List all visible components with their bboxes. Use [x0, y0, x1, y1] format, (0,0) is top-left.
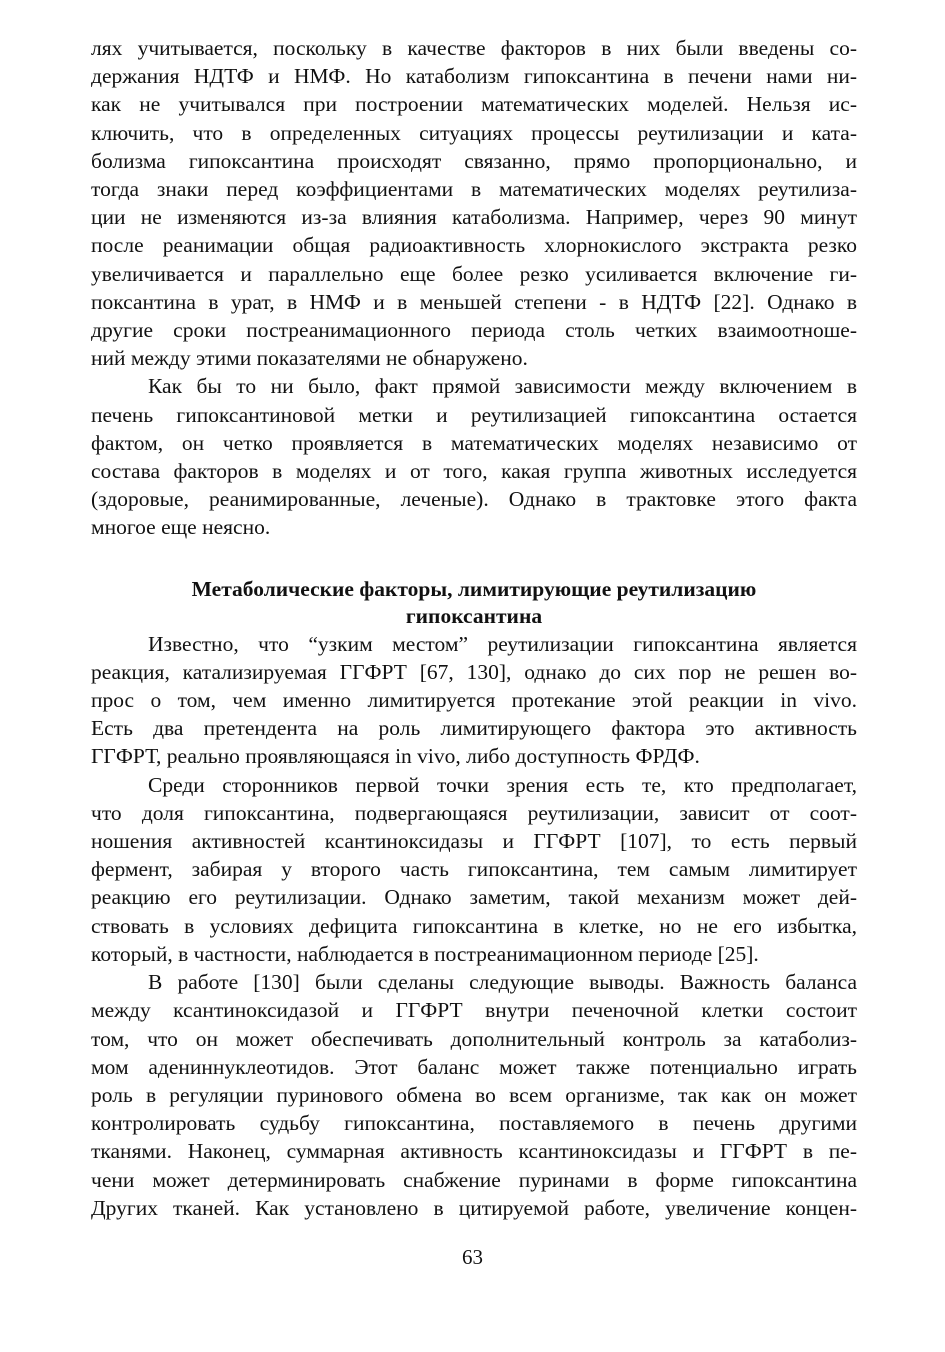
paragraph	[91, 372, 857, 541]
text-line: держания НДТФ и НМФ. Но катаболизм гипоксантина в печени нами ни-	[91, 64, 857, 89]
text-line: мом адениннуклеотидов. Этот баланс может также потенциально играть	[91, 1054, 857, 1079]
text-line: Как бы то ни было, факт прямой зависимости между включением в	[148, 374, 857, 399]
text-line: как не учитывался при построении математических моделей. Нельзя ис-	[91, 92, 857, 117]
text-line: фермент, забирая у второго часть гипоксантина, тем самым лимитирует	[91, 857, 857, 882]
text-line: контролировать судьбу гипоксантина, поставляемого в печень другими	[91, 1111, 857, 1136]
page-body	[91, 34, 857, 1222]
text-line: чени может детерминировать снабжение пуринами в форме гипоксантина	[91, 1167, 857, 1192]
paragraph	[91, 968, 857, 1222]
text-line: ключить, что в определенных ситуациях процессы реутилизации и ката-	[91, 120, 857, 145]
text-line: который, в частности, наблюдается в постреанимационном периоде [25].	[91, 941, 759, 966]
text-line: болизма гипоксантина происходят связанно, прямо пропорционально, и	[91, 148, 857, 173]
text-line: Среди сторонников первой точки зрения есть те, кто предполагает,	[148, 772, 857, 797]
text-line: ношения активностей ксантиноксидазы и ГГФРТ [107], то есть первый	[91, 829, 857, 854]
text-line: реакция, катализируемая ГГФРТ [67, 130], однако до сих пор не решен во-	[91, 659, 857, 684]
text-line: после реанимации общая радиоактивность хлорнокислого экстракта резко	[91, 233, 857, 258]
text-line: прос о том, чем именно лимитируется протекание этой реакции in vivo.	[91, 688, 857, 713]
text-line: что доля гипоксантина, подвергающаяся реутилизации, зависит от соот-	[91, 800, 857, 825]
paragraph	[91, 630, 857, 771]
text-line: том, что он может обеспечивать дополнительный контроль за катаболиз-	[91, 1026, 857, 1051]
paragraph	[91, 34, 857, 372]
text-line: Есть два претендента на роль лимитирующего фактора это активность	[91, 716, 857, 741]
text-line: многое еще неясно.	[91, 515, 271, 540]
paragraph	[91, 771, 857, 968]
text-line: тканями. Наконец, суммарная активность ксантиноксидазы и ГГФРТ в пе-	[91, 1139, 857, 1164]
text-line: реакцию его реутилизации. Однако заметим, такой механизм может дей-	[91, 885, 857, 910]
text-line: состава факторов в моделях и от того, какая группа животных исследуется	[91, 459, 857, 484]
text-line: между ксантиноксидазой и ГГФРТ внутри печеночной клетки состоит	[91, 998, 857, 1023]
text-line: лях учитывается, поскольку в качестве факторов в них были введены со-	[91, 36, 857, 60]
page-number: 63	[462, 1245, 483, 1269]
text-line: увеличивается и параллельно еще более резко усиливается включение ги-	[91, 261, 857, 286]
text-line: другие сроки постреанимационного периода столь четких взаимоотноше-	[91, 318, 857, 343]
text-line: тогда знаки перед коэффициентами в математических моделях реутилиза-	[91, 177, 857, 202]
text-line: роль в регуляции пуринового обмена во всем организме, так как он может	[91, 1082, 857, 1107]
text-line: (здоровые, реанимированные, леченые). Однако в трактовке этого факта	[91, 487, 857, 512]
text-line: ний между этими показателями не обнаружено.	[91, 346, 528, 371]
heading-line: Метаболические факторы, лимитирующие реутилизацию	[191, 576, 757, 601]
text-line: ГГФРТ, реально проявляющаяся in vivo, либо доступность ФРДФ.	[91, 744, 700, 769]
text-line: ции не изменяются из-за влияния катаболизма. Например, через 90 минут	[91, 205, 857, 230]
heading-line: гипоксантина	[405, 603, 543, 628]
text-line: В работе [130] были сделаны следующие выводы. Важность баланса	[148, 970, 857, 995]
text-line: поксантина в урат, в НМФ и в меньшей степени - в НДТФ [22]. Однако в	[91, 289, 857, 314]
text-line: ствовать в условиях дефицита гипоксантина в клетке, но не его избытка,	[91, 913, 857, 938]
text-line: Известно, что “узким местом” реутилизации гипоксантина является	[148, 631, 857, 656]
section-heading	[91, 576, 857, 630]
text-line: печень гипоксантиновой метки и реутилизацией гипоксантина остается	[91, 402, 857, 427]
text-line: Других тканей. Как установлено в цитируемой работе, увеличение концен-	[91, 1195, 857, 1220]
text-line: фактом, он четко проявляется в математических моделях независимо от	[91, 430, 857, 455]
